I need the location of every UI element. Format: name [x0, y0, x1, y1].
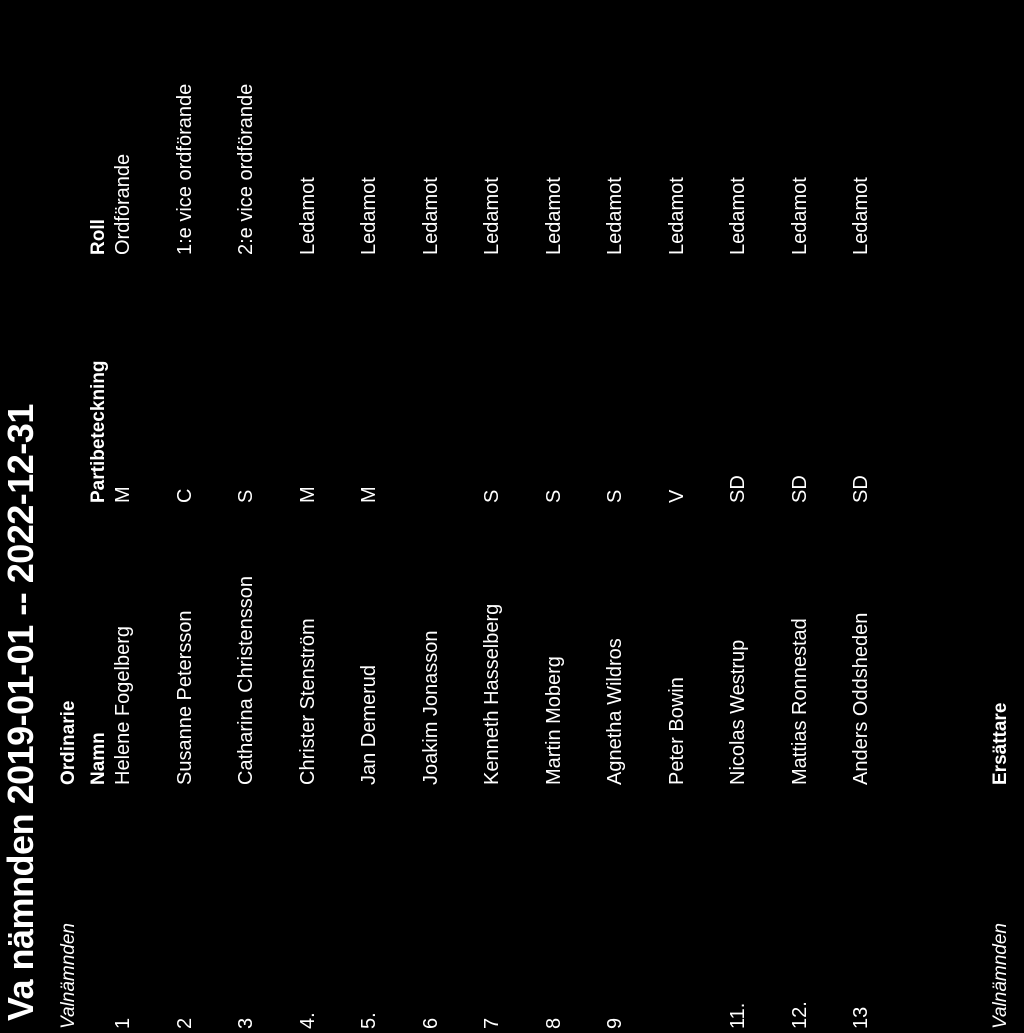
- row-number: 4.: [296, 1012, 319, 1029]
- table-row: [543, 0, 603, 1033]
- member-role: Ledamot: [481, 177, 503, 255]
- member-name: Mattias Ronnestad: [788, 618, 811, 785]
- party-code: SD: [788, 475, 811, 503]
- row-number: 2: [173, 1017, 196, 1029]
- member-name: Joakim Jonasson: [419, 630, 442, 785]
- row-number: 11.: [727, 1002, 749, 1029]
- row-number: 5.: [358, 1012, 380, 1029]
- member-role: Ledamot: [358, 177, 380, 255]
- member-name: Nicolas Westrup: [727, 639, 749, 785]
- member-role: Ledamot: [604, 177, 626, 255]
- member-role: Ledamot: [850, 177, 872, 255]
- column-header-role: Roll: [88, 219, 109, 255]
- member-name: Helene Fogelberg: [112, 626, 134, 785]
- party-code: SD: [850, 475, 872, 503]
- party-code: S: [235, 489, 257, 503]
- column-header-name: Namn: [88, 732, 109, 785]
- row-number: 1: [112, 1017, 134, 1029]
- member-name: Christer Stenström: [296, 618, 319, 785]
- column-header-party: Partibeteckning: [88, 360, 109, 503]
- party-code: M: [296, 486, 319, 503]
- row-number: 12.: [788, 1001, 811, 1029]
- member-role: 2:e vice ordförande: [235, 83, 257, 255]
- party-code: S: [481, 489, 503, 503]
- party-code: C: [173, 488, 196, 503]
- row-number: 6: [419, 1017, 442, 1029]
- member-role: 1:e vice ordförande: [173, 83, 196, 255]
- member-name: Agnetha Wildros: [604, 638, 626, 785]
- ordinarie-section-label: Valnämnden: [58, 923, 79, 1029]
- member-role: Ledamot: [296, 177, 319, 255]
- member-name: Martin Moberg: [542, 656, 565, 785]
- row-number: 8: [542, 1017, 565, 1029]
- party-code: SD: [727, 475, 749, 503]
- table-row: [481, 0, 541, 1033]
- row-number: 13: [850, 1006, 872, 1029]
- member-role: Ordförande: [112, 153, 134, 255]
- party-code: S: [542, 489, 565, 503]
- table-row: [666, 0, 726, 1033]
- table-row: [297, 0, 357, 1033]
- row-number: 3: [235, 1017, 257, 1029]
- member-name: Susanne Petersson: [173, 610, 196, 785]
- member-role: Ledamot: [727, 177, 749, 255]
- member-role: Ledamot: [542, 177, 565, 255]
- member-name: Kenneth Hasselberg: [481, 603, 503, 785]
- member-role: Ledamot: [665, 177, 688, 255]
- member-name: Jan Demerud: [358, 664, 380, 785]
- member-role: Ledamot: [419, 177, 442, 255]
- party-code: S: [604, 489, 626, 503]
- table-row: [420, 0, 480, 1033]
- table-row: [850, 0, 910, 1033]
- table-row: [358, 0, 418, 1033]
- table-row: [789, 0, 849, 1033]
- ersattare-section-label: Valnämnden: [990, 923, 1011, 1029]
- member-role: Ledamot: [788, 177, 811, 255]
- member-name: Catharina Christensson: [235, 576, 257, 785]
- row-number: 7: [481, 1017, 503, 1029]
- party-code: M: [112, 486, 134, 503]
- table-row: [604, 0, 664, 1033]
- ersattare-section-heading: Ersättare: [990, 702, 1011, 785]
- table-row: [174, 0, 234, 1033]
- table-row: [112, 0, 172, 1033]
- ordinarie-section-heading: Ordinarie: [58, 700, 79, 785]
- member-name: Peter Bowin: [665, 677, 688, 785]
- table-row: [235, 0, 295, 1033]
- party-code: V: [665, 489, 688, 503]
- party-code: M: [358, 486, 380, 503]
- table-row: [727, 0, 787, 1033]
- member-name: Anders Oddsheden: [850, 612, 872, 785]
- row-number: 9: [604, 1017, 626, 1029]
- document-title: Va nämnden 2019-01-01 -- 2022-12-31: [0, 404, 41, 1021]
